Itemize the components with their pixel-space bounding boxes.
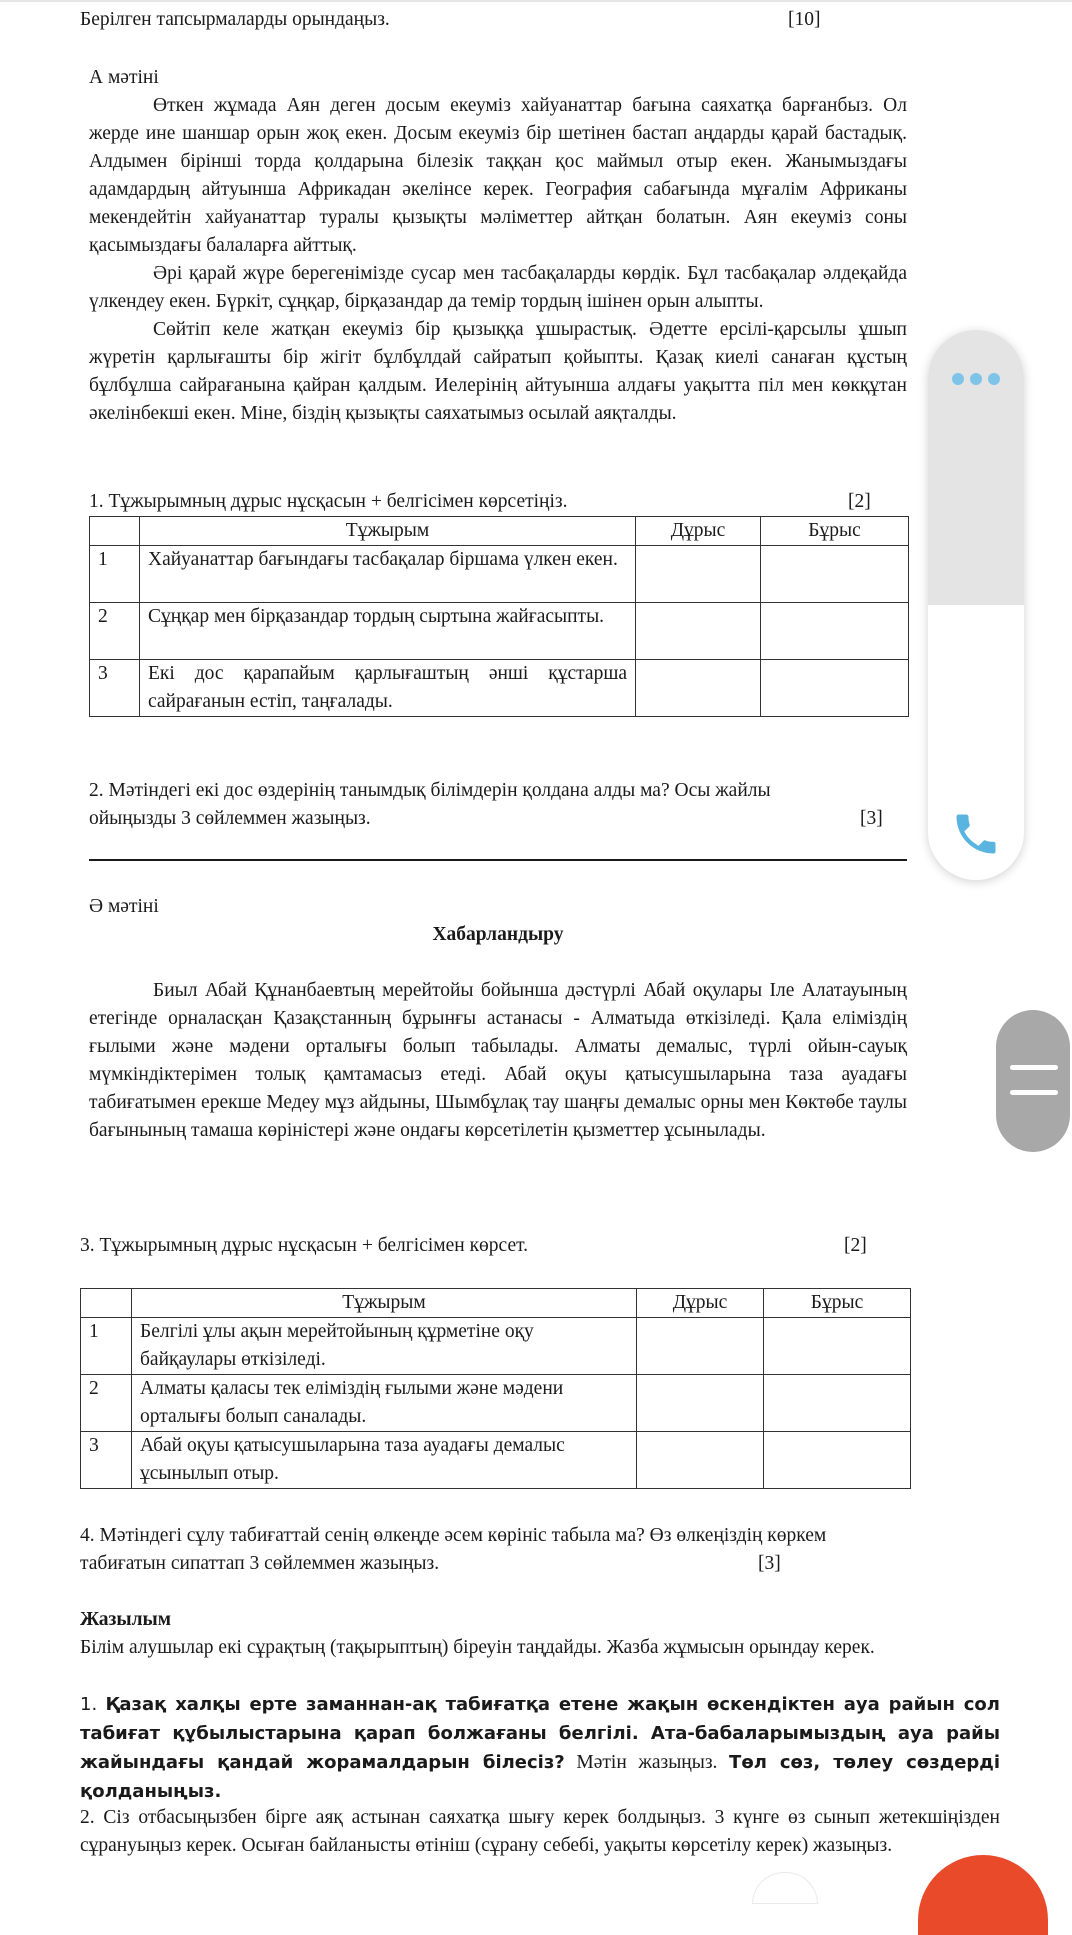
header-true: Дұрыс — [636, 517, 761, 546]
phone-icon[interactable] — [950, 808, 1002, 860]
table-row — [81, 1375, 911, 1432]
text-a-body — [89, 92, 907, 428]
question-3-score: [2] — [844, 1235, 867, 1256]
question-4-line-1: 4. Мәтіндегі сұлу табиғаттай сенің өлкеңде әсем көрініс табыла ма? Өз өлкеңіздің көркем — [80, 1525, 827, 1546]
answer-true-cell[interactable] — [636, 546, 761, 603]
answer-true-cell[interactable] — [637, 1432, 764, 1489]
text-a-paragraph-1: Өткен жұмада Аян деген досым екеуміз хайуанаттар бағына саяхатқа барғанбыз. Ол жерде ине шаншар орын жоқ екен. Досым екеуміз бір шетінен бастап аңдарды қарай бастадық. Алдымен бірінші торда қолдарына білезік таққан қос маймыл отыр екен. Жанымыздағы адамдардың айтуынша Африкадан әкелінсе керек. География сабағында мұғалім Африканы мекендейтін хайуанаттар туралы қызықты мәліметтер айтқан болатын. Аян екеуміз соны қасымыздағы балаларға айттық. — [89, 95, 907, 256]
handle-bar — [1010, 1065, 1058, 1070]
question-2-line-1: 2. Мәтіндегі екі дос өздерінің танымдық білімдерін қолдана алды ма? Осы жайлы — [89, 780, 771, 801]
row-number: 3 — [81, 1432, 132, 1489]
floating-call-widget[interactable] — [928, 330, 1024, 880]
table-row — [81, 1318, 911, 1375]
writing-topic-2: 2. Сіз отбасыңызбен бірге аяқ астынан саяхатқа шығу керек болдыңыз. 3 күнге өз сынып жетекшіңізден сұрануыңыз керек. Осыған байланысты өтініш (сұрану себебі, уақыты көрсетілу керек) жазыңыз. — [80, 1807, 1000, 1856]
announcement-title: Хабарландыру — [432, 924, 564, 945]
answer-false-cell[interactable] — [761, 603, 909, 660]
header-false: Бұрыс — [761, 517, 909, 546]
topic-1-number: 1. — [80, 1694, 106, 1715]
partial-round-button[interactable] — [752, 1872, 818, 1904]
question-1-score: [2] — [848, 491, 871, 512]
text-b-label: Ә мәтіні — [89, 896, 159, 917]
topic-1-normal-text: Мәтін жазыңыз. — [564, 1752, 730, 1773]
writing-topic-1 — [80, 1690, 1000, 1806]
widget-top-panel — [928, 330, 1024, 605]
question-4-line-2: табиғатын сипаттап 3 сөйлеммен жазыңыз. — [80, 1553, 440, 1574]
writing-title: Жазылым — [80, 1609, 172, 1630]
row-statement: Алматы қаласы тек еліміздің ғылыми және мәдени орталығы болып саналады. — [132, 1375, 637, 1432]
row-number: 2 — [90, 603, 140, 660]
answer-true-cell[interactable] — [636, 603, 761, 660]
answer-false-cell[interactable] — [764, 1318, 911, 1375]
writing-intro: Білім алушылар екі сұрақтың (тақырыптың) біреуін таңдайды. Жазба жұмысын орындау керек. — [80, 1637, 875, 1658]
header-false: Бұрыс — [764, 1289, 911, 1318]
question-3-text: 3. Тұжырымның дұрыс нұсқасын + белгісімен көрсет. — [80, 1235, 529, 1256]
header-statement: Тұжырым — [140, 517, 636, 546]
table-row — [90, 603, 909, 660]
answer-false-cell[interactable] — [764, 1432, 911, 1489]
row-statement: Хайуанаттар бағындағы тасбақалар біршама үлкен екен. — [140, 546, 636, 603]
floating-action-button[interactable] — [918, 1855, 1048, 1935]
question-4-score: [3] — [758, 1553, 781, 1574]
answer-true-cell[interactable] — [637, 1375, 764, 1432]
row-number: 1 — [90, 546, 140, 603]
dot — [970, 373, 982, 385]
row-statement: Белгілі ұлы ақын мерейтойының құрметіне оқу байқаулары өткізіледі. — [132, 1318, 637, 1375]
header-num — [90, 517, 140, 546]
text-b-paragraph: Биыл Абай Құнанбаевтың мерейтойы бойынша дәстүрлі Абай оқулары Іле Алатауының етегінде орналасқан Қазақстанның бұрынғы астанасы - Алматыда өткізіледі. Қала еліміздің ғылыми және мәдени орталығы болып табылады. Алматы демалыс, түрлі ойын-сауық мүмкіндіктерімен толық қамтамасыз етеді. Абай оқуы қатысушыларына таза ауадағы табиғатымен ерекше Медеу мұз айдыны, Шымбұлақ тау шаңғы демалыс орны мен Көктөбе таулы бағынының тамаша көріністері және ондағы көрсетілетін қызметтер ұсынылады. — [89, 980, 907, 1141]
row-number: 3 — [90, 660, 140, 717]
page-instruction: Берілген тапсырмаларды орындаңыз. — [80, 9, 390, 30]
table-header-row — [90, 517, 909, 546]
text-a-label: А мәтіні — [89, 67, 159, 88]
answer-false-cell[interactable] — [761, 660, 909, 717]
question-1-text: 1. Тұжырымның дұрыс нұсқасын + белгісімен көрсетіңіз. — [89, 491, 568, 512]
question-3-table — [80, 1288, 911, 1489]
answer-false-cell[interactable] — [761, 546, 909, 603]
question-2-line-2: ойыңызды 3 сөйлеммен жазыңыз. — [89, 808, 371, 829]
dot — [952, 373, 964, 385]
table-row — [90, 660, 909, 717]
row-number: 1 — [81, 1318, 132, 1375]
answer-true-cell[interactable] — [636, 660, 761, 717]
table-row — [81, 1432, 911, 1489]
table-row — [90, 546, 909, 603]
top-divider — [0, 0, 1072, 2]
header-statement: Тұжырым — [132, 1289, 637, 1318]
dot — [988, 373, 1000, 385]
text-a-paragraph-3: Сөйтіп келе жатқан екеуміз бір қызыққа ұшырастық. Әдетте ерсілі-қарсылы ұшып жүретін қарлығашты бір жігіт бұлбұлдай сайратып қойыпты. Қазақ киелі санаған құстың бұлбұлша сайрағанына қайран қалдым. Иелерінің айтуынша алдағы уақытта піл мен көкқұтан әкелінбекші екен. Міне, біздің қызықты саяхатымыз осылай аяқталды. — [89, 319, 907, 424]
question-2-score: [3] — [860, 808, 883, 829]
row-statement: Абай оқуы қатысушыларына таза ауадағы демалыс ұсынылып отыр. — [132, 1432, 637, 1489]
row-statement: Екі дос қарапайым қарлығаштың әнші құстарша сайрағанын естіп, таңғалады. — [140, 660, 636, 717]
answer-line — [89, 859, 907, 861]
handle-bar — [1010, 1090, 1058, 1095]
row-number: 2 — [81, 1375, 132, 1432]
header-true: Дұрыс — [637, 1289, 764, 1318]
answer-false-cell[interactable] — [764, 1375, 911, 1432]
row-statement: Сұңқар мен бірқазандар тордың сыртына жайғасыпты. — [140, 603, 636, 660]
topic-1-bold-text: Қазақ халқы ерте заманнан-ақ табиғатқа етене жақын өскендіктен ауа райын сол табиғат құбылыстарына қарап болжағаны белгілі. Ата-бабаларымыздың ауа райы жайындағы қандай жорамалдарын білесіз? — [80, 1694, 1000, 1773]
question-1-table — [89, 516, 909, 717]
drag-handle-icon[interactable] — [996, 1010, 1070, 1152]
table-header-row — [81, 1289, 911, 1318]
topic-1-bold-text-2: Төл сөз, төлеу сөздерді қолданыңыз. — [80, 1752, 1000, 1802]
answer-true-cell[interactable] — [637, 1318, 764, 1375]
text-a-paragraph-2: Әрі қарай жүре берегенімізде сусар мен тасбақаларды көрдік. Бұл тасбақалар әлдеқайда үлкендеу екен. Бүркіт, сұңқар, бірқазандар да темір тордың ішінен орын алыпты. — [89, 263, 907, 312]
header-num — [81, 1289, 132, 1318]
total-score: [10] — [788, 9, 821, 30]
